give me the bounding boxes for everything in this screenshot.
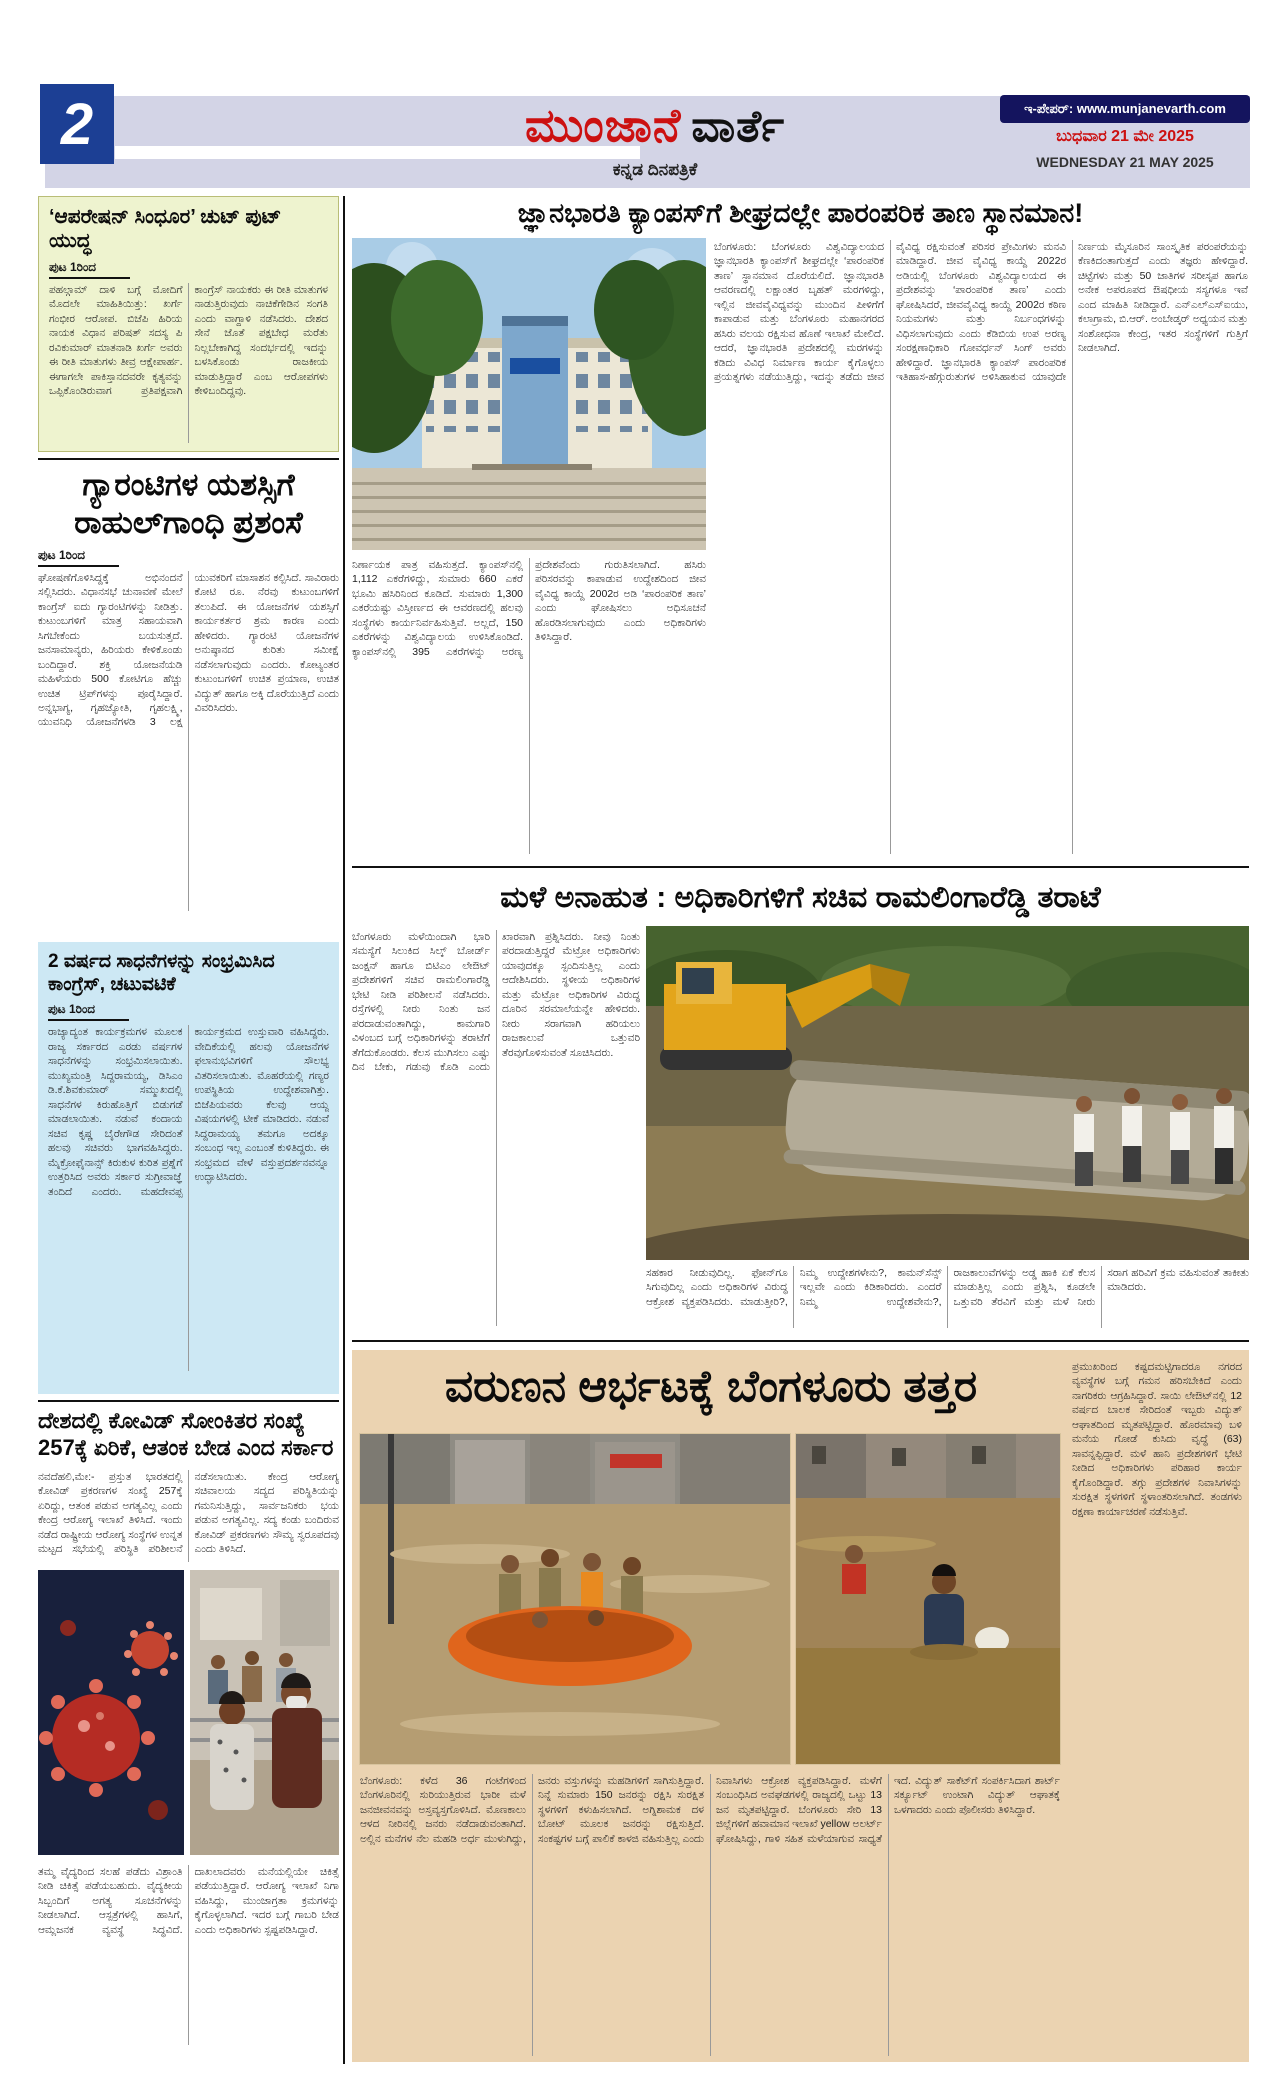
campus-building-photo [352,238,706,550]
column-divider [343,196,345,2064]
article-campus-headline: ಜ್ಞಾನಭಾರತಿ ಕ್ಯಾಂಪಸ್‌ಗೆ ಶೀಘ್ರದಲ್ಲೇ ಪಾರಂಪರಿಕ ತಾಣ ಸ್ಥಾನಮಾನ! [517,198,1084,228]
continued-from-page1-label: ಪುಟ 1ರಿಂದ [49,260,130,279]
page-number: 2 [60,91,94,157]
article-rahul-gandhi-body: ಘೋಷಣೆಗೊಳಿಸಿದ್ದಕ್ಕೆ ಅಭಿನಂದನೆ ಸಲ್ಲಿಸಿದರು. ವಿಧಾನಸಭೆ ಚುನಾವಣೆ ಮೇಲೆ ಕಾಂಗ್ರೆಸ್ ಐದು ಗ್ಯಾರಂಟಿಗಳನ್ನು ನೀಡಿತ್ತು. ಕುಟುಂಬಗಳಿಗೆ ಮಾತ್ರ ಸಹಾಯವಾಗಿ ಸಿಗಬೇಕೆಂದು ಬಯಸುತ್ತದೆ. ಜನಸಾಮಾನ್ಯರು, ಹಿರಿಯರು ಕೇಳಿಕೊಂಡು ಬಂದಿದ್ದಾರೆ. ಶಕ್ತಿ ಯೋಜನೆಯಡಿ ಮಹಿಳೆಯರು 500 ಕೋಟಿಗೂ ಹೆಚ್ಚು ಉಚಿತ ಟ್ರಿಪ್‌ಗಳನ್ನು ಪೂರೈಸಿದ್ದಾರೆ. ಅನ್ನಭಾಗ್ಯ, ಗೃಹಜ್ಯೋತಿ, ಗೃಹಲಕ್ಷ್ಮಿ, ಯುವನಿಧಿ ಯೋಜನೆಗಳಡಿ 3 ಲಕ್ಷ ಯುವಕರಿಗೆ ಮಾಸಾಶನ ಕಲ್ಪಿಸಿದೆ. ಸಾವಿರಾರು ಕೋಟಿ ರೂ. ನೆರವು ಕುಟುಂಬಗಳಿಗೆ ತಲುಪಿದೆ. ಈ ಯೋಜನೆಗಳ ಯಶಸ್ಸಿಗೆ ಕಾರ್ಯಕರ್ತರ ಶ್ರಮ ಕಾರಣ ಎಂದು ಹೇಳಿದರು. ಗ್ಯಾರಂಟಿ ಯೋಜನೆಗಳ ಅನುಷ್ಠಾನದ ಕುರಿತು ಸಮೀಕ್ಷೆ ನಡೆಸಲಾಗುವುದು ಎಂದರು. ಕೋಟ್ಯಂತರ ಕುಟುಂಬಗಳಿಗೆ ಉಚಿತ ಪ್ರಯಾಣ, ಉಚಿತ ವಿದ್ಯುತ್ ಹಾಗೂ ಅಕ್ಕಿ ದೊರೆಯುತ್ತಿದೆ ಎಂದು ವಿವರಿಸಿದರು. [38,571,339,729]
article-congress-2years-headline: 2 ವರ್ಷದ ಸಾಧನೆಗಳನ್ನು ಸಂಭ್ರಮಿಸಿದ ಕಾಂಗ್ರೆಸ್, ಚಟುವಟಿಕೆ [48,951,275,996]
article-varuna-body-right: ಪ್ರಮುಖರಿಂದ ಕಷ್ಟದಮಟ್ಟಿಗಾದರೂ ನಗರದ ವ್ಯವಸ್ಥೆಗಳ ಬಗ್ಗೆ ಗಮನ ಹರಿಸಬೇಕಿದೆ ಎಂದು ನಾಗರಿಕರು ಆಗ್ರಹಿಸಿದ್ದಾರೆ. ಸಾಯಿ ಲೇಔಟ್‌ನಲ್ಲಿ 12 ವರ್ಷದ ಬಾಲಕ ಸೇರಿದಂತೆ ಇಬ್ಬರು ವಿದ್ಯುತ್ ಆಘಾತದಿಂದ ಮೃತಪಟ್ಟಿದ್ದಾರೆ. ಹೊರಮಾವು ಬಳಿ ಮನೆಯ ಗೋಡೆ ಕುಸಿದು ವೃದ್ಧೆ (63) ಸಾವನ್ನಪ್ಪಿದ್ದಾರೆ. ಮಳೆ ಹಾನಿ ಪ್ರದೇಶಗಳಿಗೆ ಭೇಟಿ ನೀಡಿದ ಅಧಿಕಾರಿಗಳು ಪರಿಹಾರ ಕಾರ್ಯ ಕೈಗೊಂಡಿದ್ದಾರೆ. ತಗ್ಗು ಪ್ರದೇಶಗಳ ನಿವಾಸಿಗಳನ್ನು ಸುರಕ್ಷಿತ ಸ್ಥಳಗಳಿಗೆ ಸ್ಥಳಾಂತರಿಸಲಾಗಿದೆ. ತಂಡಗಳು ರಕ್ಷಣಾ ಕಾರ್ಯಾಚರಣೆ ನಡೆಸುತ್ತಿವೆ. [1072,1361,1242,1518]
article-operation-sindoor [38,196,339,452]
section-rule [352,866,1249,868]
masthead-tagline: ಕನ್ನಡ ದಿನಪತ್ರಿಕೆ [612,160,698,179]
article-congress-2years-body: ರಾಜ್ಯಾದ್ಯಂತ ಕಾರ್ಯಕ್ರಮಗಳ ಮೂಲಕ ರಾಜ್ಯ ಸರ್ಕಾರದ ಎರಡು ವರ್ಷಗಳ ಸಾಧನೆಗಳನ್ನು ಸಂಭ್ರಮಿಸಲಾಯಿತು. ಮುಖ್ಯಮಂತ್ರಿ ಸಿದ್ದರಾಮಯ್ಯ, ಡಿಸಿಎಂ ಡಿ.ಕೆ.ಶಿವಕುಮಾರ್ ಸಮ್ಮುಖದಲ್ಲಿ ಸಾಧನೆಗಳ ಕಿರುಹೊತ್ತಿಗೆ ಬಿಡುಗಡೆ ಮಾಡಲಾಯಿತು. ನಡುವೆ ಕಂದಾಯ ಸಚಿವ ಕೃಷ್ಣ ಬೈರೇಗೌಡ ಸೇರಿದಂತೆ ಹಲವು ಸಚಿವರು ಭಾಗವಹಿಸಿದ್ದರು. ಮೈಕ್ರೋಫೈನಾನ್ಸ್ ಕಿರುಕುಳ ಕುರಿತ ಪ್ರಶ್ನೆಗೆ ಉತ್ತರಿಸಿದ ಅವರು ಸರ್ಕಾರ ಸುಗ್ರೀವಾಜ್ಞೆ ತಂದಿದೆ ಎಂದರು. ಮಹದೇವಪ್ಪ ಕಾರ್ಯಕ್ರಮದ ಉಸ್ತುವಾರಿ ವಹಿಸಿದ್ದರು. ವೇದಿಕೆಯಲ್ಲಿ ಹಲವು ಯೋಜನೆಗಳ ಫಲಾನುಭವಿಗಳಿಗೆ ಸೌಲಭ್ಯ ವಿತರಿಸಲಾಯಿತು. ಮೊಹರೆಯಲ್ಲಿ ಗಣ್ಯರ ಉಪಸ್ಥಿತಿಯ ಉದ್ದೇಶವಾಗಿತ್ತು. ಬಿಜೆಪಿಯವರು ಕೆಲವು ಆಯ್ದ ವಿಷಯಗಳಲ್ಲಿ ಟೀಕೆ ಮಾಡಿದರು. ನಡುವೆ ಸಿದ್ದರಾಮಯ್ಯ ತಮಗೂ ಅದಕ್ಕೂ ಸಂಬಂಧ ಇಲ್ಲ ಎಂಬಂತೆ ಕುಳಿತಿದ್ದರು. ಈ ಸಂಭ್ರಮದ ವೇಳೆ ವಸ್ತುಪ್ರದರ್ಶನವನ್ನೂ ಉದ್ಘಾಟಿಸಿದರು. [48,1026,329,1198]
section-rule [38,458,339,460]
masthead-secondary: ವಾರ್ತೆ [691,102,785,151]
article-rahul-gandhi-headline: ಗ್ಯಾರಂಟಿಗಳ ಯಶಸ್ಸಿಗೆ ರಾಹುಲ್‌ಗಾಂಧಿ ಪ್ರಶಂಸೆ [74,467,303,540]
article-covid-headline: ದೇಶದಲ್ಲಿ ಕೋವಿಡ್ ಸೋಂಕಿತರ ಸಂಖ್ಯೆ 257ಕ್ಕೆ ಏರಿಕೆ, ಆತಂಕ ಬೇಡ ಎಂದ ಸರ್ಕಾರ [38,1408,334,1460]
article-varuna-body-bottom: ಬೆಂಗಳೂರು: ಕಳೆದ 36 ಗಂಟೆಗಳಿಂದ ಬೆಂಗಳೂರಿನಲ್ಲಿ ಸುರಿಯುತ್ತಿರುವ ಭಾರೀ ಮಳೆ ಜನಜೀವನವನ್ನು ಅಸ್ತವ್ಯಸ್ತಗೊಳಿಸಿದೆ. ಮೊಣಕಾಲು ಆಳದ ನೀರಿನಲ್ಲಿ ಜನರು ನಡೆದಾಡುವಂತಾಗಿದೆ. ಅಲ್ಲಿನ ಮನೆಗಳ ನೆಲ ಮಹಡಿ ಅರ್ಧ ಮುಳುಗಿದ್ದು, ಜನರು ವಸ್ತುಗಳನ್ನು ಮಹಡಿಗಳಿಗೆ ಸಾಗಿಸುತ್ತಿದ್ದಾರೆ. ನಿನ್ನೆ ಸುಮಾರು 150 ಜನರನ್ನು ರಕ್ಷಿಸಿ ಸುರಕ್ಷಿತ ಸ್ಥಳಗಳಿಗೆ ಕಳುಹಿಸಲಾಗಿದೆ. ಅಗ್ನಿಶಾಮಕ ದಳ ಬೋಟ್ ಮೂಲಕ ಜನರನ್ನು ರಕ್ಷಿಸುತ್ತಿದೆ. ಸಂಕಷ್ಟಗಳ ಬಗ್ಗೆ ಪಾಲಿಕೆ ಕಾಳಜಿ ವಹಿಸುತ್ತಿಲ್ಲ ಎಂದು ನಿವಾಸಿಗಳು ಆಕ್ರೋಶ ವ್ಯಕ್ತಪಡಿಸಿದ್ದಾರೆ. ಮಳೆಗೆ ಸಂಬಂಧಿಸಿದ ಅವಘಡಗಳಲ್ಲಿ ರಾಜ್ಯದಲ್ಲಿ ಒಟ್ಟು 13 ಜನ ಮೃತಪಟ್ಟಿದ್ದಾರೆ. ಬೆಂಗಳೂರು ಸೇರಿ 13 ಜಿಲ್ಲೆಗಳಿಗೆ ಹವಾಮಾನ ಇಲಾಖೆ yellow ಅಲರ್ಟ್ ಘೋಷಿಸಿದ್ದು, ಗಾಳಿ ಸಹಿತ ಮಳೆಯಾಗುವ ಸಾಧ್ಯತೆ ಇದೆ. ವಿದ್ಯುತ್ ಸಾಕೆಟ್‌ಗೆ ಸಂಪರ್ಕಿಸಿದಾಗ ಶಾರ್ಟ್ ಸರ್ಕ್ಯೂಟ್ ಉಂಟಾಗಿ ವಿದ್ಯುತ್ ಆಘಾತಕ್ಕೆ ಒಳಗಾದರು ಎಂದು ಪೊಲೀಸರು ತಿಳಿಸಿದ್ದಾರೆ. [360,1775,1060,1845]
article-covid-body-bottom: ತಮ್ಮ ವೈದ್ಯರಿಂದ ಸಲಹೆ ಪಡೆದು ವಿಶ್ರಾಂತಿ ನೀಡಿ ಚಿಕಿತ್ಸೆ ಪಡೆಯಬಹುದು. ವೈದ್ಯಕೀಯ ಸಿಬ್ಬಂದಿಗೆ ಅಗತ್ಯ ಸೂಚನೆಗಳನ್ನು ನೀಡಲಾಗಿದೆ. ಆಸ್ಪತ್ರೆಗಳಲ್ಲಿ ಹಾಸಿಗೆ, ಆಮ್ಲಜನಕ ವ್ಯವಸ್ಥೆ ಸಿದ್ಧವಿದೆ. ದಾಖಲಾದವರು ಮನೆಯಲ್ಲಿಯೇ ಚಿಕಿತ್ಸೆ ಪಡೆಯುತ್ತಿದ್ದಾರೆ. ಆರೋಗ್ಯ ಇಲಾಖೆ ನಿಗಾ ವಹಿಸಿದ್ದು, ಮುಂಜಾಗ್ರತಾ ಕ್ರಮಗಳನ್ನು ಕೈಗೊಳ್ಳಲಾಗಿದೆ. ಇದರ ಬಗ್ಗೆ ಗಾಬರಿ ಬೇಡ ಎಂದು ಅಧಿಕಾರಿಗಳು ಸ್ಪಷ್ಟಪಡಿಸಿದ್ದಾರೆ. [38,1865,339,1936]
article-rain-body-bottom: ಸಹಕಾರ ನೀಡುವುದಿಲ್ಲ. ಫೋನ್‌ಗೂ ಸಿಗುವುದಿಲ್ಲ ಎಂದು ಅಧಿಕಾರಿಗಳ ವಿರುದ್ಧ ಆಕ್ರೋಶ ವ್ಯಕ್ತಪಡಿಸಿದರು. ಮಾಡುತ್ತೀರಿ?, ನಿಮ್ಮ ಉದ್ದೇಶಗಳೇನು?, ಕಾಮನ್‌ಸೆನ್ಸ್ ಇಲ್ಲವೇ ಎಂದು ಕಿಡಿಕಾರಿದರು. ಎಂದರೆ ನಿಮ್ಮ ಉದ್ದೇಶವೇನು?, ರಾಜಕಾಲುವೆಗಳನ್ನು ಅಡ್ಡ ಹಾಕಿ ಏಕೆ ಕೆಲಸ ಮಾಡುತ್ತಿಲ್ಲ ಎಂದು ಪ್ರಶ್ನಿಸಿ, ಕೂಡಲೇ ಒತ್ತುವರಿ ತೆರವಿಗೆ ಮತ್ತು ಮಳೆ ನೀರು ಸರಾಗ ಹರಿವಿಗೆ ಕ್ರಮ ವಹಿಸುವಂತೆ ತಾಕೀತು ಮಾಡಿದರು. [646,1267,1249,1308]
date-english: WEDNESDAY 21 MAY 2025 [1036,154,1214,170]
continued-from-page1-label: ಪುಟ 1ರಿಂದ [38,548,119,567]
date-kannada: ಬುಧವಾರ 21 ಮೇ 2025 [1056,128,1194,145]
health-screening-photo [190,1570,339,1855]
epaper-url: ಇ-ಪೇಪರ್: www.munjanevarth.com [1000,95,1250,123]
article-rain-body-left: ಬೆಂಗಳೂರು ಮಳೆಯಿಂದಾಗಿ ಭಾರಿ ಸಮಸ್ಯೆಗೆ ಸಿಲುಕಿದ ಸಿಲ್ಕ್ ಬೋರ್ಡ್ ಜಂಕ್ಷನ್ ಹಾಗೂ ಬಿಟಿಎಂ ಲೇಔಟ್ ಪ್ರದೇಶಗಳಿಗೆ ಸಚಿವ ರಾಮಲಿಂಗಾರೆಡ್ಡಿ ಭೇಟಿ ನೀಡಿ ಪರಿಶೀಲನೆ ನಡೆಸಿದರು. ರಸ್ತೆಗಳಲ್ಲಿ ನೀರು ನಿಂತು ಜನ ಪರದಾಡುವಂತಾಗಿದ್ದು, ಕಾಮಗಾರಿ ವಿಳಂಬದ ಬಗ್ಗೆ ಅಧಿಕಾರಿಗಳನ್ನು ತರಾಟೆಗೆ ತೆಗೆದುಕೊಂಡರು. ಕೆಲಸ ಮುಗಿಸಲು ಎಷ್ಟು ದಿನ ಬೇಕು, ಗಡುವು ಕೊಡಿ ಎಂದು ಖಾರವಾಗಿ ಪ್ರಶ್ನಿಸಿದರು. ನೀವು ನಿಂತು ಪರದಾಡುತ್ತಿದ್ದರೆ ಮೆಟ್ರೋ ಅಧಿಕಾರಿಗಳು ಯಾವುದಕ್ಕೂ ಸ್ಪಂದಿಸುತ್ತಿಲ್ಲ ಎಂದು ಆದೇಶಿಸಿದರು. ಸ್ಥಳೀಯ ಅಧಿಕಾರಿಗಳ ಮತ್ತು ಮೆಟ್ರೋ ಅಧಿಕಾರಿಗಳ ವಿರುದ್ಧ ದೂರಿನ ಸರಮಾಲೆಯನ್ನೇ ಹೇಳಿದರು. ನೀರು ಸರಾಗವಾಗಿ ಹರಿಯಲು ರಾಜಕಾಲುವೆ ಒತ್ತುವರಿ ತೆರವುಗೊಳಿಸುವಂತೆ ಸೂಚಿಸಿದರು. [352,931,640,1074]
page-number-box [40,84,114,164]
article-rahul-gandhi [38,466,339,936]
article-campus-body-bottom: ನಿರ್ಣಾಯಕ ಪಾತ್ರ ವಹಿಸುತ್ತದೆ. ಕ್ಯಾಂಪಸ್‌ನಲ್ಲಿ 1,112 ಎಕರೆಗಳಿದ್ದು, ಸುಮಾರು 660 ಎಕರೆ ಭೂಮಿ ಹಸಿರಿನಿಂದ ಕೂಡಿದೆ. ಸುಮಾರು 1,300 ಎಕರೆಯಷ್ಟು ವಿಸ್ತೀರ್ಣದ ಈ ಆವರಣದಲ್ಲಿ ಹಲವು ಸಂಸ್ಥೆಗಳು ಕಾರ್ಯನಿರ್ವಹಿಸುತ್ತಿವೆ. ಅಲ್ಲದೆ, 150 ಎಕರೆಗಳನ್ನು ವಿಶ್ವವಿದ್ಯಾಲಯ ಉಳಿಸಿಕೊಂಡಿದೆ. ಕ್ಯಾಂಪಸ್‌ನಲ್ಲಿ 395 ಎಕರೆಗಳನ್ನು ಅರಣ್ಯ ಪ್ರದೇಶವೆಂದು ಗುರುತಿಸಲಾಗಿದೆ. ಹಸಿರು ಪರಿಸರವನ್ನು ಕಾಪಾಡುವ ಉದ್ದೇಶದಿಂದ ಜೀವ ವೈವಿಧ್ಯ ಕಾಯ್ದೆ 2002ರ ಅಡಿ ‘ಪಾರಂಪರಿಕ ತಾಣ’ ಎಂದು ಘೋಷಿಸಲು ಅಧಿಸೂಚನೆ ಹೊರಡಿಸಲಾಗುವುದು ಎಂದು ಅಧಿಕಾರಿಗಳು ತಿಳಿಸಿದ್ದಾರೆ. [352,559,706,658]
article-rain-headline: ಮಳೆ ಅನಾಹುತ : ಅಧಿಕಾರಿಗಳಿಗೆ ಸಚಿವ ರಾಮಲಿಂಗಾರೆಡ್ಡಿ ತರಾಟೆ [500,881,1101,914]
article-varuna-headline: ವರುಣನ ಆರ್ಭಟಕ್ಕೆ ಬೆಂಗಳೂರು ತತ್ತರ [444,1362,978,1411]
continued-from-page1-label: ಪುಟ 1ರಿಂದ [48,1002,129,1021]
excavator-drain-photo [646,926,1249,1260]
article-covid [38,1408,339,2060]
masthead-primary: ಮುಂಜಾನೆ [525,99,682,151]
coronavirus-photo [38,1570,184,1855]
article-campus-body-right: ಬೆಂಗಳೂರು: ಬೆಂಗಳೂರು ವಿಶ್ವವಿದ್ಯಾಲಯದ ಜ್ಞಾನಭಾರತಿ ಕ್ಯಾಂಪಸ್‌ಗೆ ಶೀಘ್ರದಲ್ಲೇ ‘ಪಾರಂಪರಿಕ ತಾಣ’ ಸ್ಥಾನಮಾನ ದೊರೆಯಲಿದೆ. ಜ್ಞಾನಭಾರತಿ ಆವರಣದಲ್ಲಿ ಲಕ್ಷಾಂತರ ಬೃಹತ್ ಮರಗಳಿದ್ದು, ಇಲ್ಲಿನ ಜೀವವೈವಿಧ್ಯವನ್ನು ಮುಂದಿನ ಪೀಳಿಗೆಗೆ ಕಾಪಾಡುವ ಮತ್ತು ಬೆಂಗಳೂರು ಮಹಾನಗರದ ಹಸಿರು ವಲಯ ರಕ್ಷಿಸುವ ಹೊಣೆ ಇಲಾಖೆ ಮೇಲಿದೆ. ಆದರೆ, ಜ್ಞಾನಭಾರತಿ ಪ್ರದೇಶದಲ್ಲಿ ಮರಗಳನ್ನು ಕಡಿದು ವಿವಿಧ ನಿರ್ಮಾಣ ಕಾರ್ಯ ಕೈಗೊಳ್ಳಲು ಪ್ರಯತ್ನಗಳು ನಡೆಯುತ್ತಿದ್ದು, ಇದನ್ನು ತಡೆದು ಜೀವ ವೈವಿಧ್ಯ ರಕ್ಷಿಸುವಂತೆ ಪರಿಸರ ಪ್ರೇಮಿಗಳು ಮನವಿ ಮಾಡಿದ್ದಾರೆ. ಜೀವ ವೈವಿಧ್ಯ ಕಾಯ್ದೆ 2022ರ ಅಡಿಯಲ್ಲಿ ಬೆಂಗಳೂರು ವಿಶ್ವವಿದ್ಯಾಲಯದ ಈ ಪ್ರದೇಶವನ್ನು ‘ಪಾರಂಪರಿಕ ತಾಣ’ ಎಂದು ಘೋಷಿಸಿದರೆ, ಜೀವವೈವಿಧ್ಯ ಕಾಯ್ದೆ 2002ರ ಕಠಿಣ ನಿಯಮಗಳು ಮತ್ತು ನಿರ್ಬಂಧಗಳನ್ನು ವಿಧಿಸಲಾಗುವುದು ಎಂದು ಕೆಡಿಬಿಯ ಉಪ ಅರಣ್ಯ ಸಂರಕ್ಷಣಾಧಿಕಾರಿ ಗೋವರ್ಧನ್ ಸಿಂಗ್ ಅವರು ಹೇಳಿದ್ದಾರೆ. ಜ್ಞಾನಭಾರತಿ ಕ್ಯಾಂಪಸ್ ಪಾರಂಪರಿಕ ಇತಿಹಾಸ-ಹೆಗ್ಗುರುತುಗಳ ಅಳಿಸಿಹಾಕುವ ಯಾವುದೇ ನಿರ್ಣಯ ಮೈಸೂರಿನ ಸಾಂಸ್ಕೃತಿಕ ಪರಂಪರೆಯನ್ನು ಕೆಣಕಿದಂತಾಗುತ್ತದೆ ಎಂದು ತಜ್ಞರು ಹೇಳಿದ್ದಾರೆ. ಚಿಟ್ಟೆಗಳು ಮತ್ತು 50 ಜಾತಿಗಳ ಸರೀಸೃಪ ಹಾಗೂ ಅನೇಕ ಅಪರೂಪದ ಔಷಧೀಯ ಸಸ್ಯಗಳೂ ಇವೆ ಎಂದ ಮಾಹಿತಿ ನೀಡಿದ್ದಾರೆ. ಎನ್‌ಎಲ್‌ಎಸ್‌ಐಯು, ಕಲಾಗ್ರಾಮ, ಬಿ.ಆರ್. ಅಂಬೇಡ್ಕರ್ ಅಧ್ಯಯನ ಮತ್ತು ಸಂಶೋಧನಾ ಕೇಂದ್ರ, ಇತರ ಸಂಸ್ಥೆಗಳಿಗೆ ಗುತ್ತಿಗೆ ನೀಡಲಾಗಿದೆ. [714,241,1248,384]
article-congress-2years [38,942,339,1394]
flood-rescue-boat-photo [360,1434,790,1764]
man-wading-flood-photo [796,1434,1060,1764]
section-rule [38,1400,339,1402]
article-operation-sindoor-headline: ‘ಆಪರೇಷನ್ ಸಿಂಧೂರ’ ಚುಟ್ ಪುಟ್ ಯುದ್ಧ [49,206,282,253]
article-operation-sindoor-body: ಪಹಲ್ಗಾಮ್ ದಾಳಿ ಬಗ್ಗೆ ಮೋದಿಗೆ ಮೊದಲೇ ಮಾಹಿತಿಯಿತ್ತು: ಖರ್ಗೆ ಗಂಭೀರ ಆರೋಪ. ಬಿಜೆಪಿ ಹಿರಿಯ ನಾಯಕ ವಿಧಾನ ಪರಿಷತ್ ಸದಸ್ಯ ಪಿ ರವಿಕುಮಾರ್ ಮಾತನಾಡಿ ಖರ್ಗೆ ಅವರು ಈ ರೀತಿ ಮಾತುಗಳು ತೀವ್ರ ಆಕ್ಷೇಪಾರ್ಹ. ಈಗಾಗಲೇ ಪಾಕಿಸ್ತಾನದವರೇ ಕೃತ್ಯವನ್ನು ಒಪ್ಪಿಕೊಂಡಿರುವಾಗ ಪ್ರತಿಪಕ್ಷವಾಗಿ ಕಾಂಗ್ರೆಸ್ ನಾಯಕರು ಈ ರೀತಿ ಮಾತುಗಳ ನಾಡುತ್ತಿರುವುದು ನಾಚಿಕೆಗೇಡಿನ ಸಂಗತಿ ಎಂದು ವಾಗ್ದಾಳಿ ನಡೆಸಿದರು. ದೇಶದ ಸೇನೆ ಜೊತೆ ಪಕ್ಷಬೇಧ ಮರೆತು ನಿಲ್ಲಬೇಕಾಗಿದ್ದ ಸಂದರ್ಭದಲ್ಲಿ ಇದನ್ನು ಬಳಸಿಕೊಂಡು ರಾಜಕೀಯ ಮಾಡುತ್ತಿದ್ದಾರೆ ಎಂಬ ಆರೋಪಗಳು ಕೇಳಿಬಂದಿದ್ದವು. [49,283,328,398]
masthead-title [430,98,880,154]
article-covid-body-top: ನವದೆಹಲಿ,ಮೇ:- ಪ್ರಸ್ತುತ ಭಾರತದಲ್ಲಿ ಕೋವಿಡ್ ಪ್ರಕರಣಗಳ ಸಂಖ್ಯೆ 257ಕ್ಕೆ ಏರಿದ್ದು, ಆತಂಕ ಪಡುವ ಅಗತ್ಯವಿಲ್ಲ ಎಂದು ಕೇಂದ್ರ ಆರೋಗ್ಯ ಇಲಾಖೆ ತಿಳಿಸಿದೆ. ಇಂದು ನಡೆದ ರಾಷ್ಟ್ರೀಯ ಆರೋಗ್ಯ ಸಂಸ್ಥೆಗಳ ಉನ್ನತ ಮಟ್ಟದ ಸಭೆಯಲ್ಲಿ ಪರಿಸ್ಥಿತಿ ಪರಿಶೀಲನೆ ನಡೆಸಲಾಯಿತು. ಕೇಂದ್ರ ಆರೋಗ್ಯ ಸಚಿವಾಲಯ ಸದ್ಯದ ಪರಿಸ್ಥಿತಿಯನ್ನು ಗಮನಿಸುತ್ತಿದ್ದು, ಸಾರ್ವಜನಿಕರು ಭಯ ಪಡುವ ಅಗತ್ಯವಿಲ್ಲ. ಸದ್ಯ ಕಂಡು ಬಂದಿರುವ ಕೋವಿಡ್ ಪ್ರಕರಣಗಳು ಸೌಮ್ಯ ಸ್ವರೂಪದವು ಎಂದು ತಿಳಿಸಿದೆ. [38,1470,339,1556]
section-rule [352,1340,1249,1342]
